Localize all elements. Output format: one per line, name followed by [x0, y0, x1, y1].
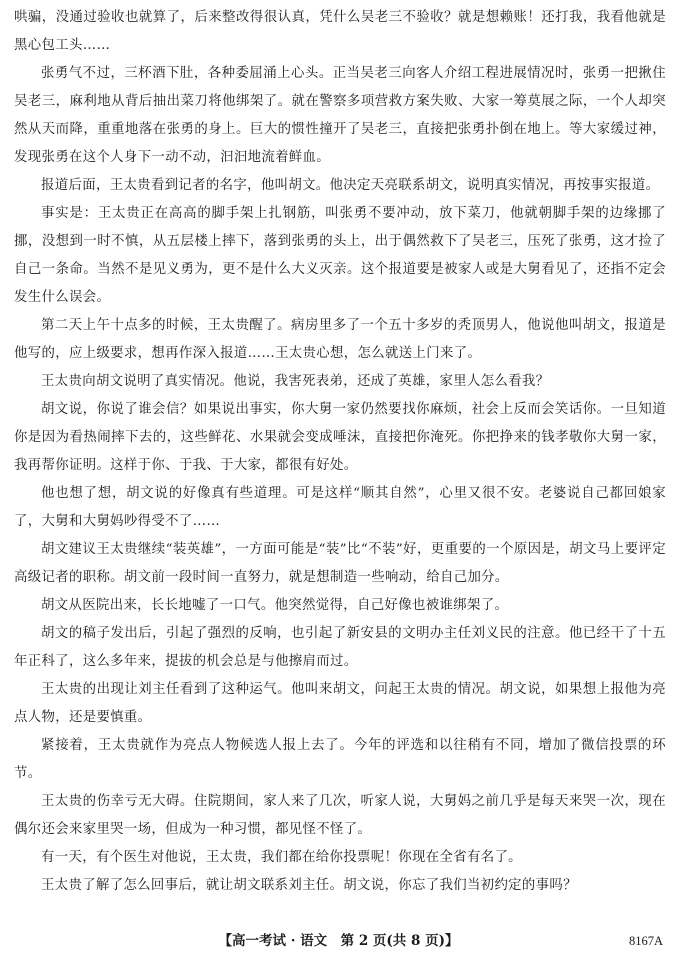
paragraph: 胡文说，你说了谁会信？如果说出事实，你大舅一家仍然要找你麻烦，社会上反而会笑话你。一旦知道你是因为看热闹摔下去的，这些鲜花、水果就会变成唾沫，直接把你淹死。你把挣来的钱孝敬你大舅一家，我再帮你证明。这样于你、于我、于大家，都很有好处。 — [14, 402, 666, 473]
paragraph: 有一天，有个医生对他说，王太贵，我们都在给你投票呢！你现在全省有名了。 — [41, 850, 522, 865]
paragraph: 紧接着，王太贵就作为亮点人物候选人报上去了。今年的评选和以往稍有不同，增加了微信投票的环节。 — [14, 738, 666, 781]
paragraph: 哄骗，没通过验收也就算了，后来整改得很认真，凭什么吴老三不验收？就是想赖账！还打我，我看他就是黑心包工头…… — [14, 10, 666, 53]
paragraph: 胡文的稿子发出后，引起了强烈的反响，也引起了新安县的文明办主任刘义民的注意。他已经干了十五年正科了，这么多年来，提拔的机会总是与他擦肩而过。 — [14, 626, 666, 669]
paragraph: 他也想了想，胡文说的好像真有些道理。可是这样“顺其自然”，心里又很不安。老婆说自己都回娘家了，大舅和大舅妈吵得受不了…… — [14, 486, 666, 529]
paragraph: 王太贵向胡文说明了真实情况。他说，我害死表弟，还成了英雄，家里人怎么看我？ — [41, 374, 550, 389]
paragraph: 事实是：王太贵正在高高的脚手架上扎钢筋，叫张勇不要冲动，放下菜刀，他就朝脚手架的边缘挪了挪，没想到一时不慎，从五层楼上摔下，落到张勇的头上，出于偶然救下了吴老三，压死了张勇，这才捡了自己一条命。当然不是见义勇为，更不是什么大义灭亲。这个报道要是被家人或是大舅看见了，还指不定会发生什么误会。 — [14, 206, 666, 305]
paragraph: 王太贵的伤幸亏无大碍。住院期间，家人来了几次，听家人说，大舅妈之前几乎是每天来哭一次，现在偶尔还会来家里哭一场，但成为一种习惯，都见怪不怪了。 — [14, 794, 666, 837]
paragraph: 胡文建议王太贵继续“装英雄”，一方面可能是“装”比“不装”好，更重要的一个原因是，胡文马上要评定高级记者的职称。胡文前一段时间一直努力，就是想制造一些响动，给自己加分。 — [14, 542, 666, 585]
paragraph: 报道后面，王太贵看到记者的名字，他叫胡文。他决定天亮联系胡文，说明真实情况，再按事实报道。 — [41, 178, 660, 193]
passage-body — [14, 4, 666, 900]
paragraph: 胡文从医院出来，长长地嘘了一口气。他突然觉得，自己好像也被谁绑架了。 — [41, 598, 509, 613]
paragraph: 张勇气不过，三杯酒下肚，各种委屈涌上心头。正当吴老三向客人介绍工程进展情况时，张勇一把揪住吴老三，麻利地从背后抽出菜刀将他绑架了。就在警察多项营救方案失败、大家一筹莫展之际，一个人却突然从天而降，重重地落在张勇的身上。巨大的惯性撞开了吴老三，直接把张勇扑倒在地上。等大家缓过神，发现张勇在这个人身下一动不动，汩汩地流着鲜血。 — [14, 66, 666, 165]
exam-page-indicator: 【高一考试 · 语文 第 2 页(共 8 页)】 — [218, 933, 459, 949]
paragraph: 王太贵了解了怎么回事后，就让胡文联系刘主任。胡文说，你忘了我们当初约定的事吗？ — [41, 878, 577, 893]
page-footer — [0, 930, 677, 954]
paragraph: 王太贵的出现让刘主任看到了这种运气。他叫来胡文，问起王太贵的情况。胡文说，如果想上报他为亮点人物，还是要慎重。 — [14, 682, 666, 725]
exam-code: 8167A — [628, 934, 663, 948]
paragraph: 第二天上午十点多的时候，王太贵醒了。病房里多了一个五十多岁的秃顶男人，他说他叫胡文，报道是他写的，应上级要求，想再作深入报道……王太贵心想，怎么就送上门来了。 — [14, 318, 666, 361]
